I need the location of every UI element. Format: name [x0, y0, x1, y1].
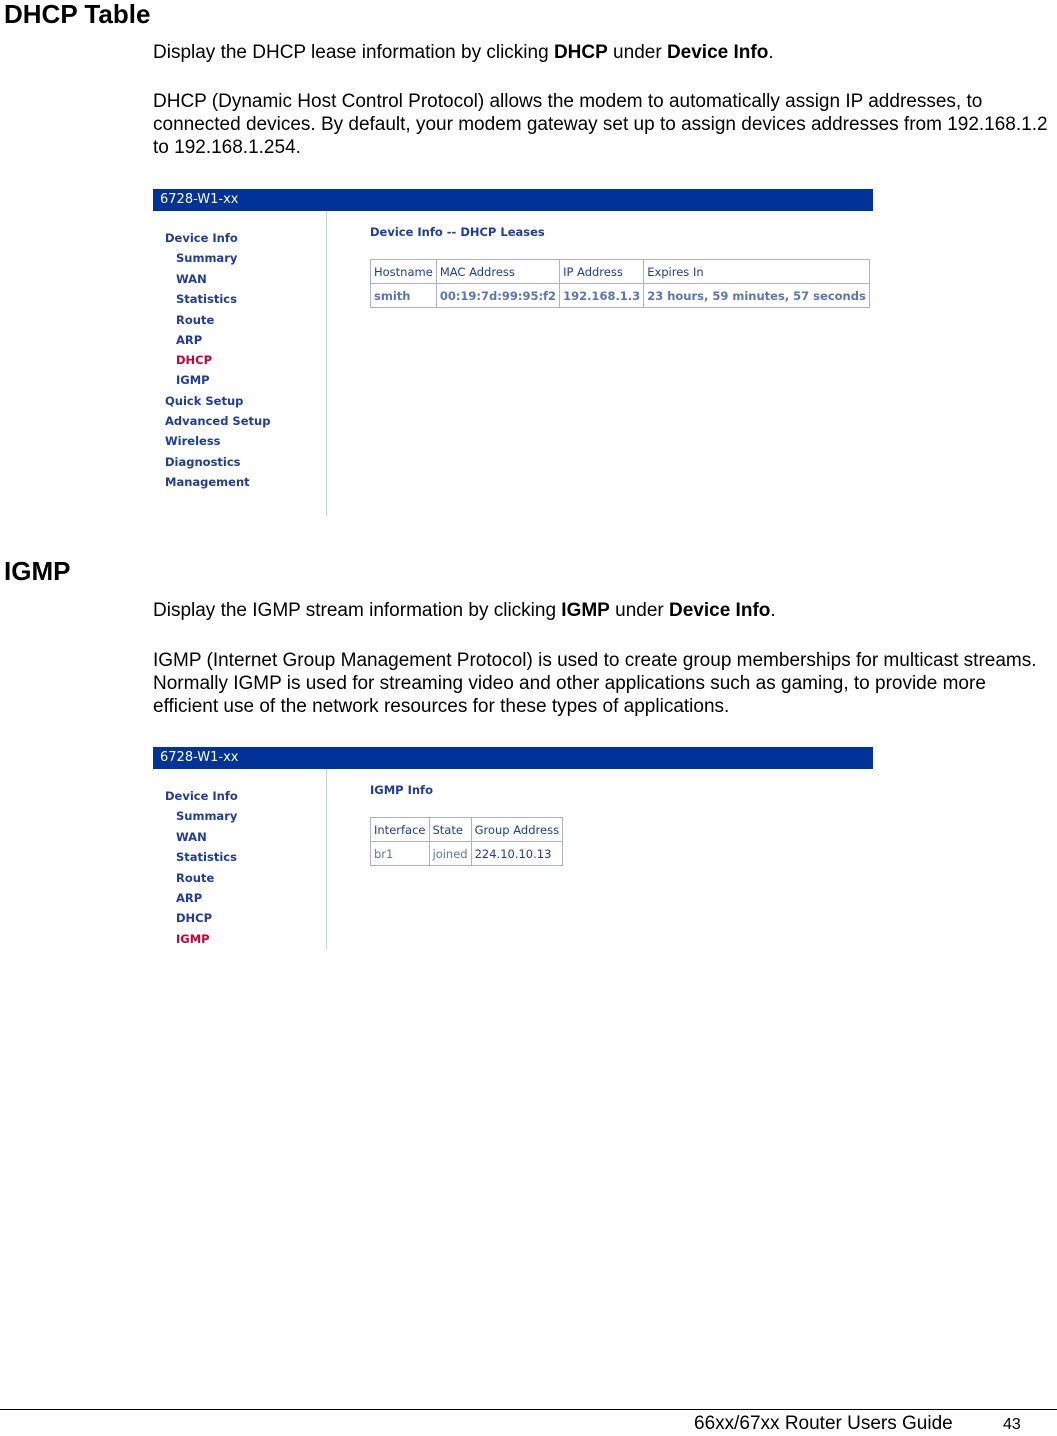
nav-advanced-setup[interactable]: Advanced Setup: [165, 414, 271, 428]
table-header-row: [371, 818, 563, 842]
nav-management[interactable]: Management: [165, 475, 250, 489]
column-header: MAC Address: [436, 260, 559, 284]
nav-summary[interactable]: Summary: [176, 251, 238, 265]
nav-wan[interactable]: WAN: [176, 830, 207, 844]
nav-dhcp[interactable]: DHCP: [176, 353, 213, 367]
nav-arp[interactable]: ARP: [176, 333, 203, 347]
nav-quick-setup[interactable]: Quick Setup: [165, 394, 244, 408]
nav-statistics[interactable]: Statistics: [176, 292, 237, 306]
section-heading-igmp: IGMP: [4, 556, 71, 586]
column-header: Group Address: [471, 818, 562, 842]
nav-dhcp[interactable]: DHCP: [176, 911, 213, 925]
section-heading-dhcp: DHCP Table: [4, 0, 151, 29]
column-header: Expires In: [644, 260, 870, 284]
nav-route[interactable]: Route: [176, 871, 215, 885]
table-row: [371, 284, 870, 308]
expires-in-cell: 23 hours, 59 minutes, 57 seconds: [644, 284, 870, 308]
nav-igmp[interactable]: IGMP: [176, 373, 210, 387]
dhcp-intro-paragraph: Display the DHCP lease information by clicking DHCP under Device Info.: [153, 42, 774, 63]
column-header: State: [429, 818, 471, 842]
dhcp-screenshot: [153, 189, 873, 516]
ip-address-cell: 192.168.1.3: [560, 284, 644, 308]
interface-cell: br1: [371, 842, 430, 866]
nav-statistics[interactable]: Statistics: [176, 850, 237, 864]
nav-summary[interactable]: Summary: [176, 809, 238, 823]
hostname-cell: smith: [371, 284, 437, 308]
igmp-screenshot: [153, 747, 873, 949]
nav-device-info[interactable]: Device Info: [165, 789, 238, 803]
footer-divider: [0, 1409, 1057, 1410]
screenshot-titlebar: 6728-W1-xx: [153, 189, 873, 211]
dhcp-leases-table: [370, 259, 870, 308]
screenshot-page-title: IGMP Info: [370, 783, 433, 797]
nav-device-info[interactable]: Device Info: [165, 231, 238, 245]
group-address-cell: 224.10.10.13: [471, 842, 562, 866]
igmp-intro-paragraph: Display the IGMP stream information by clicking IGMP under Device Info.: [153, 600, 776, 621]
mac-address-cell: 00:19:7d:99:95:f2: [436, 284, 559, 308]
page-number: 43: [1003, 1416, 1021, 1433]
screenshot-titlebar: 6728-W1-xx: [153, 747, 873, 769]
nav-igmp[interactable]: IGMP: [176, 932, 210, 946]
igmp-description-paragraph: IGMP (Internet Group Management Protocol) is used to create group memberships for multicast streams. Normally IGMP is used for streaming video and other applications such as gaming, to provide more efficient use of the network resources for these types of applications.: [153, 650, 1037, 717]
column-header: Hostname: [371, 260, 437, 284]
nav-wireless[interactable]: Wireless: [165, 434, 221, 448]
nav-wan[interactable]: WAN: [176, 272, 207, 286]
footer-guide-title: 66xx/67xx Router Users Guide: [694, 1413, 953, 1434]
nav-route[interactable]: Route: [176, 313, 215, 327]
state-cell: joined: [429, 842, 471, 866]
column-header: Interface: [371, 818, 430, 842]
table-row: [371, 842, 563, 866]
nav-diagnostics[interactable]: Diagnostics: [165, 455, 241, 469]
nav-arp[interactable]: ARP: [176, 891, 203, 905]
screenshot-page-title: Device Info -- DHCP Leases: [370, 225, 545, 239]
table-header-row: [371, 260, 870, 284]
column-header: IP Address: [560, 260, 644, 284]
dhcp-description-paragraph: DHCP (Dynamic Host Control Protocol) allows the modem to automatically assign IP addresses, to connected devices. By default, your modem gateway set up to assign devices addresses from 192.168.1.2 to 192.168.1.254.: [153, 91, 1048, 158]
igmp-info-table: [370, 817, 563, 866]
